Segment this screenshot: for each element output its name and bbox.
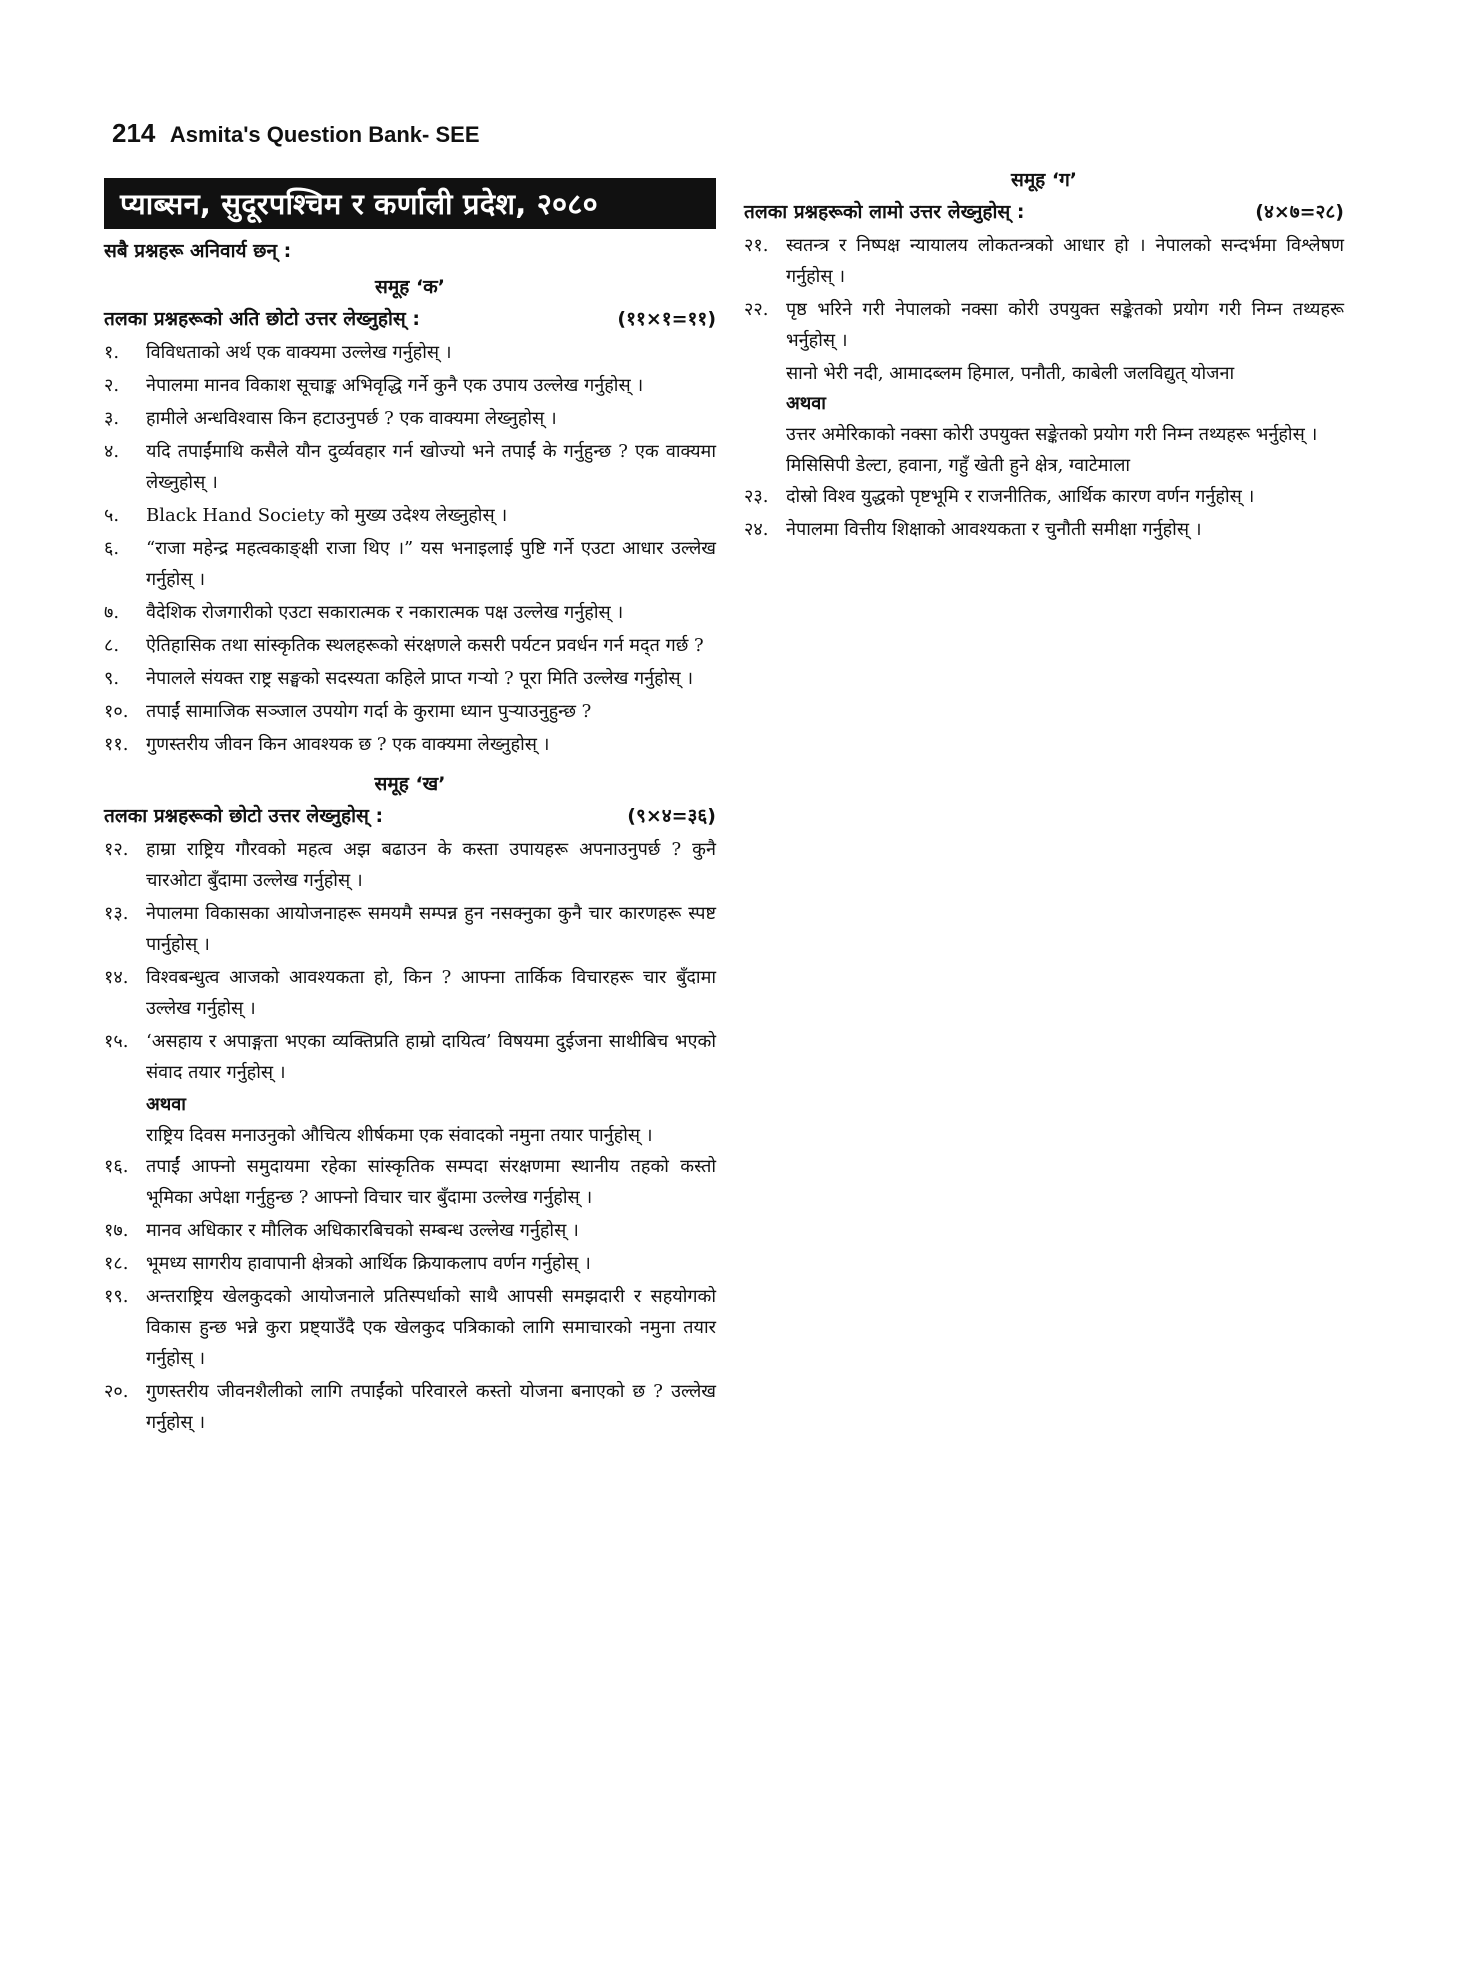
group-b-marks: (९×४=३६) <box>627 805 716 827</box>
question-item <box>104 834 716 896</box>
question-number: ९. <box>104 668 120 689</box>
question-number: १३. <box>104 903 129 924</box>
right-column <box>744 166 1344 547</box>
question-text: मानव अधिकार र मौलिक अधिकारबिचको सम्बन्ध उल्लेख गर्नुहोस् । <box>146 1220 579 1241</box>
compulsory-note: सबै प्रश्नहरू अनिवार्य छन् : <box>104 240 292 262</box>
question-number: १५. <box>104 1031 129 1052</box>
question-item <box>744 514 1344 545</box>
question-number: १९. <box>104 1286 129 1307</box>
question-item <box>104 403 716 434</box>
question-item <box>104 1281 716 1374</box>
group-c-instruction: तलका प्रश्नहरूको लामो उत्तर लेख्नुहोस् : <box>744 201 1025 223</box>
question-text: स्वतन्त्र र निष्पक्ष न्यायालय लोकतन्त्रको आधार हो । नेपालको सन्दर्भमा विश्लेषण गर्नुहोस् । <box>786 235 1344 287</box>
page-number: 214 <box>112 118 156 148</box>
question-text: भूमध्य सागरीय हावापानी क्षेत्रको आर्थिक क्रियाकलाप वर्णन गर्नुहोस् । <box>146 1253 591 1274</box>
question-text: तपाईं सामाजिक सञ्जाल उपयोग गर्दा के कुरामा ध्यान पुऱ्याउनुहुन्छ ? <box>146 701 592 722</box>
question-number: १४. <box>104 967 129 988</box>
question-number: १. <box>104 342 120 363</box>
question-number: १६. <box>104 1156 129 1177</box>
question-text: गुणस्तरीय जीवनशैलीको लागि तपाईंको परिवारले कस्तो योजना बनाएको छ ? उल्लेख गर्नुहोस् । <box>146 1381 716 1433</box>
question-number: १२. <box>104 839 129 860</box>
question-text: विविधताको अर्थ एक वाक्यमा उल्लेख गर्नुहोस् । <box>146 342 452 363</box>
page-header <box>112 118 480 149</box>
question-item <box>104 1151 716 1213</box>
group-a-marks: (११×१=११) <box>617 308 716 330</box>
group-c-heading: समूह ‘ग’ <box>1010 169 1078 191</box>
question-item <box>104 729 716 760</box>
question-number: ११. <box>104 734 129 755</box>
question-text: नेपालमा विकासका आयोजनाहरू समयमै सम्पन्न हुन नसक्नुका कुनै चार कारणहरू स्पष्ट पार्नुहोस् । <box>146 903 716 955</box>
book-title: Asmita's Question Bank- SEE <box>169 122 480 147</box>
group-c-instruction-row <box>744 198 1344 224</box>
question-text: ऐतिहासिक तथा सांस्कृतिक स्थलहरूको संरक्षणले कसरी पर्यटन प्रवर्धन गर्न मद्त गर्छ ? <box>146 635 704 656</box>
question-item <box>104 337 716 368</box>
question-text: हाम्रा राष्ट्रिय गौरवको महत्व अझ बढाउन के कस्ता उपायहरू अपनाउनुपर्छ ? कुनै चारओटा बुँदामा उल्लेख गर्नुहोस् । <box>146 839 716 891</box>
question-item <box>104 1215 716 1246</box>
group-b-heading: समूह ‘ख’ <box>374 773 446 795</box>
question-number: ८. <box>104 635 120 656</box>
question-number: १७. <box>104 1220 129 1241</box>
group-c-marks: (४×७=२८) <box>1255 201 1344 223</box>
question-text: Black Hand Society को मुख्य उदेश्य लेख्नुहोस् । <box>146 505 508 526</box>
question-item <box>104 630 716 661</box>
question-text: नेपालमा मानव विकाश सूचाङ्क अभिवृद्धि गर्ने कुनै एक उपाय उल्लेख गर्नुहोस् । <box>146 375 644 396</box>
question-number: ३. <box>104 408 120 429</box>
question-number: ४. <box>104 441 120 462</box>
alternative-question-text: उत्तर अमेरिकाको नक्सा कोरी उपयुक्त सङ्केतको प्रयोग गरी निम्न तथ्यहरू भर्नुहोस् । <box>786 424 1318 445</box>
question-number: २४. <box>744 519 769 540</box>
question-text: यदि तपाईंमाथि कसैले यौन दुर्व्यवहार गर्न खोज्यो भने तपाईं के गर्नुहुन्छ ? एक वाक्यमा लेख्नुहोस् । <box>146 441 716 493</box>
question-number: २३. <box>744 486 769 507</box>
question-item <box>104 696 716 727</box>
question-item <box>744 230 1344 292</box>
or-label: अथवा <box>146 1094 186 1115</box>
question-text: नेपालमा वित्तीय शिक्षाको आवश्यकता र चुनौती समीक्षा गर्नुहोस् । <box>786 519 1202 540</box>
group-a-heading: समूह ‘क’ <box>375 276 445 298</box>
question-text: “राजा महेन्द्र महत्वकाङ्क्षी राजा थिए ।” यस भनाइलाई पुष्टि गर्ने एउटा आधार उल्लेख गर्नुहोस् । <box>146 538 716 590</box>
question-item <box>104 962 716 1024</box>
question-text: ‘असहाय र अपाङ्गता भएका व्यक्तिप्रति हाम्रो दायित्व’ विषयमा दुईजना साथीबिच भएको संवाद तयार गर्नुहोस् । <box>146 1031 716 1083</box>
question-number: १०. <box>104 701 129 722</box>
question-item <box>104 663 716 694</box>
group-b-instruction: तलका प्रश्नहरूको छोटो उत्तर लेख्नुहोस् : <box>104 805 384 827</box>
group-a-instruction: तलका प्रश्नहरूको अति छोटो उत्तर लेख्नुहोस् : <box>104 308 420 330</box>
question-text: अन्तराष्ट्रिय खेलकुदको आयोजनाले प्रतिस्पर्धाको साथै आपसी समझदारी र सहयोगको विकास हुन्छ भन्ने कुरा प्रष्ट्याउँदै एक खेलकुद पत्रिकाको लागि समाचारको नमुना तयार गर्नुहोस् । <box>146 1286 716 1369</box>
question-item <box>104 1376 716 1438</box>
question-item <box>744 481 1344 512</box>
or-label: अथवा <box>786 393 826 414</box>
question-text: तपाईं आफ्नो समुदायमा रहेका सांस्कृतिक सम्पदा संरक्षणमा स्थानीय तहको कस्तो भूमिका अपेक्षा गर्नुहुन्छ ? आफ्नो विचार चार बुँदामा उल्लेख गर्नुहोस् । <box>146 1156 716 1208</box>
question-text: वैदेशिक रोजगारीको एउटा सकारात्मक र नकारात्मक पक्ष उल्लेख गर्नुहोस् । <box>146 602 624 623</box>
question-number: ५. <box>104 505 120 526</box>
question-text: हामीले अन्धविश्वास किन हटाउनुपर्छ ? एक वाक्यमा लेख्नुहोस् । <box>146 408 557 429</box>
question-item <box>104 1248 716 1279</box>
question-item <box>744 294 1344 356</box>
question-number: ७. <box>104 602 120 623</box>
question-number: २. <box>104 375 120 396</box>
paper-title: प्याब्सन, सुदूरपश्चिम र कर्णाली प्रदेश, २०८० <box>104 178 716 229</box>
group-b-instruction-row <box>104 802 716 828</box>
question-text: नेपालले संयक्त राष्ट्र सङ्घको सदस्यता कहिले प्राप्त गऱ्यो ? पूरा मिति उल्लेख गर्नुहोस् । <box>146 668 694 689</box>
question-item <box>104 597 716 628</box>
question-number: १८. <box>104 1253 129 1274</box>
question-number: २२. <box>744 299 769 320</box>
question-item <box>104 898 716 960</box>
question-text: पृष्ठ भरिने गरी नेपालको नक्सा कोरी उपयुक्त सङ्केतको प्रयोग गरी निम्न तथ्यहरू भर्नुहोस् । <box>786 299 1344 351</box>
question-number: ६. <box>104 538 120 559</box>
alternative-question-text: राष्ट्रिय दिवस मनाउनुको औचित्य शीर्षकमा एक संवादको नमुना तयार पार्नुहोस् । <box>146 1125 653 1146</box>
fact-list: सानो भेरी नदी, आमादब्लम हिमाल, पनौती, काबेली जलविद्युत् योजना <box>786 363 1235 384</box>
question-item <box>104 533 716 595</box>
group-a-instruction-row <box>104 305 716 331</box>
fact-list: मिसिसिपी डेल्टा, हवाना, गहुँ खेती हुने क्षेत्र, ग्वाटेमाला <box>786 455 1131 476</box>
question-item <box>104 436 716 498</box>
question-number: २०. <box>104 1381 129 1402</box>
question-item <box>104 370 716 401</box>
question-number: २१. <box>744 235 769 256</box>
question-item <box>104 500 716 531</box>
question-text: गुणस्तरीय जीवन किन आवश्यक छ ? एक वाक्यमा लेख्नुहोस् । <box>146 734 550 755</box>
left-column <box>104 178 716 1440</box>
question-text: दोस्रो विश्व युद्धको पृष्टभूमि र राजनीतिक, आर्थिक कारण वर्णन गर्नुहोस् । <box>786 486 1255 507</box>
question-item <box>104 1026 716 1088</box>
question-text: विश्वबन्धुत्व आजको आवश्यकता हो, किन ? आफ्ना तार्किक विचारहरू चार बुँदामा उल्लेख गर्नुहोस् । <box>146 967 716 1019</box>
